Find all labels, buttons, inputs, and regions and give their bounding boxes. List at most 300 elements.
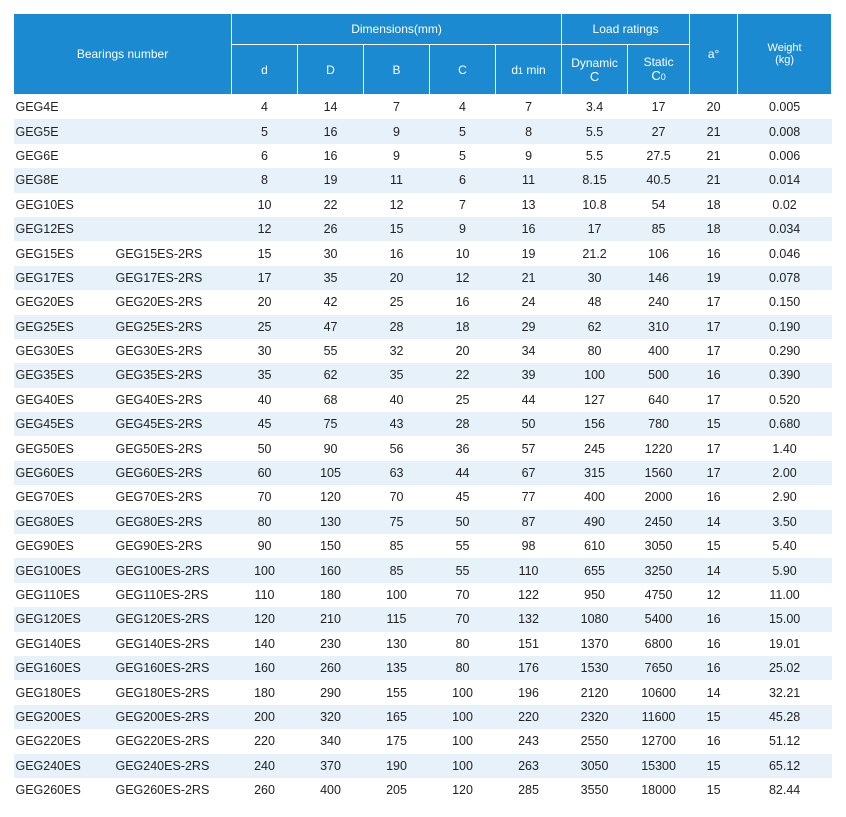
D-value: 180 <box>320 588 341 602</box>
bearing-number-2rs: GEG140ES-2RS <box>115 636 210 651</box>
alpha-value: 17 <box>690 461 738 485</box>
bearing-number-2rs: GEG200ES-2RS <box>112 705 232 729</box>
C-value: 55 <box>455 539 470 554</box>
static-load-value: 27.5 <box>646 148 671 163</box>
C-value: 22 <box>430 363 496 387</box>
static-load-value: 500 <box>628 363 690 387</box>
bearing-number: GEG4E <box>15 100 59 115</box>
d1min-value: 44 <box>521 392 536 407</box>
static-load-value: 10600 <box>641 685 676 700</box>
B-value: 100 <box>386 588 407 602</box>
D-value: 90 <box>323 441 338 456</box>
dynamic-load-value: 1080 <box>562 607 628 631</box>
dynamic-load-value: 5.5 <box>562 119 628 143</box>
bearing-number-2rs <box>112 144 232 168</box>
bearing-number: GEG100ES <box>14 558 112 582</box>
alpha-value: 17 <box>706 441 721 456</box>
table-row <box>14 241 832 265</box>
C-value: 5 <box>430 119 496 143</box>
d-value: 15 <box>257 246 272 261</box>
weight-value: 2.00 <box>738 461 832 485</box>
alpha-value: 15 <box>690 754 738 778</box>
D-value: 150 <box>320 539 341 554</box>
B-value: 16 <box>389 246 404 261</box>
weight-value: 0.006 <box>768 148 801 163</box>
d-value: 160 <box>232 656 298 680</box>
d1min-value: 98 <box>521 539 536 554</box>
d-value: 200 <box>232 705 298 729</box>
table-row <box>14 558 832 582</box>
table-row <box>14 607 832 631</box>
bearing-number-2rs: GEG110ES-2RS <box>115 588 209 602</box>
dynamic-load-value: 315 <box>562 461 628 485</box>
static-load-value: 2000 <box>644 490 673 505</box>
bearing-number-2rs: GEG160ES-2RS <box>112 656 232 680</box>
alpha-value: 17 <box>706 344 721 359</box>
dynamic-load-value: 156 <box>562 412 628 436</box>
header-alpha: a° <box>690 14 738 95</box>
static-load-value: 2450 <box>628 510 690 534</box>
d-value: 40 <box>257 392 272 407</box>
D-value: 35 <box>298 266 364 290</box>
B-value: 115 <box>364 607 430 631</box>
B-value: 165 <box>364 705 430 729</box>
alpha-value: 15 <box>690 412 738 436</box>
table-row <box>14 754 832 778</box>
weight-value: 0.150 <box>768 295 801 310</box>
dynamic-load-value: 17 <box>562 217 628 241</box>
D-value: 62 <box>298 363 364 387</box>
static-load-value: 1220 <box>644 441 673 456</box>
C-value: 50 <box>430 510 496 534</box>
alpha-value: 17 <box>706 295 721 310</box>
B-value: 32 <box>389 344 404 359</box>
dynamic-load-value: 127 <box>584 392 605 407</box>
d1min-value: 110 <box>496 558 562 582</box>
static-load-value: 85 <box>628 217 690 241</box>
weight-value: 0.008 <box>738 119 832 143</box>
static-load-value: 310 <box>628 315 690 339</box>
static-load-value: 17 <box>651 100 666 115</box>
dynamic-load-value: 30 <box>562 266 628 290</box>
bearing-number-2rs: GEG20ES-2RS <box>115 295 203 310</box>
header-static <box>628 45 690 95</box>
d-value: 260 <box>254 783 275 798</box>
header-dimensions: Dimensions(mm) <box>232 14 562 45</box>
C-value: 25 <box>455 392 470 407</box>
d-value: 25 <box>232 315 298 339</box>
dynamic-load-value: 10.8 <box>582 197 607 212</box>
dynamic-load-value: 5.5 <box>585 148 604 163</box>
d1min-value: 196 <box>518 685 539 700</box>
B-value: 56 <box>389 441 404 456</box>
table-row <box>14 315 832 339</box>
bearing-number: GEG6E <box>15 148 59 163</box>
table-row <box>14 168 832 192</box>
static-load-value: 7650 <box>628 656 690 680</box>
C-value: 18 <box>430 315 496 339</box>
bearing-number: GEG160ES <box>14 656 112 680</box>
d-value: 100 <box>232 558 298 582</box>
D-value: 400 <box>320 783 341 798</box>
D-value: 55 <box>323 344 338 359</box>
D-value: 19 <box>298 168 364 192</box>
bearing-number: GEG40ES <box>15 392 74 407</box>
d1min-value: 8 <box>496 119 562 143</box>
static-load-value: 1560 <box>628 461 690 485</box>
C-value: 100 <box>430 705 496 729</box>
header-D: D <box>298 45 364 95</box>
static-load-value: 780 <box>628 412 690 436</box>
bearing-number-2rs: GEG40ES-2RS <box>115 392 203 407</box>
alpha-value: 16 <box>706 734 721 749</box>
bearing-number: GEG180ES <box>15 685 81 700</box>
d1min-value: 9 <box>525 148 533 163</box>
d1min-value: 263 <box>496 754 562 778</box>
weight-value: 15.00 <box>738 607 832 631</box>
C-value: 70 <box>430 607 496 631</box>
static-load-value: 12700 <box>641 734 676 749</box>
table-row <box>14 193 832 217</box>
bearing-number-2rs: GEG100ES-2RS <box>112 558 232 582</box>
bearing-number: GEG260ES <box>15 783 81 798</box>
d1min-value: 151 <box>518 636 539 651</box>
table-body <box>14 95 832 803</box>
bearing-number-2rs: GEG60ES-2RS <box>112 461 232 485</box>
static-load-value: 400 <box>648 344 669 359</box>
B-value: 75 <box>364 510 430 534</box>
D-value: 120 <box>320 490 341 505</box>
table-row <box>14 363 832 387</box>
dynamic-load-value: 80 <box>587 344 602 359</box>
C-value: 7 <box>459 197 466 212</box>
alpha-value: 19 <box>690 266 738 290</box>
header-d1-subscript: 1 <box>518 65 524 76</box>
D-value: 14 <box>323 100 338 115</box>
D-value: 320 <box>298 705 364 729</box>
bearing-number-2rs: GEG25ES-2RS <box>112 315 232 339</box>
weight-value: 2.90 <box>772 490 797 505</box>
d-value: 220 <box>254 734 275 749</box>
alpha-value: 14 <box>690 558 738 582</box>
d-value: 110 <box>254 588 275 602</box>
header-weight-unit: (kg) <box>775 54 795 66</box>
dynamic-load-value: 3.4 <box>585 100 604 115</box>
bearing-number-2rs <box>112 119 232 143</box>
B-value: 205 <box>386 783 407 798</box>
weight-value: 5.90 <box>738 558 832 582</box>
dynamic-load-value: 1530 <box>562 656 628 680</box>
d-value: 120 <box>232 607 298 631</box>
table-row <box>14 583 832 607</box>
weight-value: 0.680 <box>738 412 832 436</box>
D-value: 68 <box>323 392 338 407</box>
weight-value: 0.078 <box>738 266 832 290</box>
table-row <box>14 778 832 802</box>
d-value: 60 <box>232 461 298 485</box>
C-value: 100 <box>452 734 473 749</box>
weight-value: 0.290 <box>768 344 801 359</box>
bearing-number-2rs <box>112 217 232 241</box>
bearing-number-2rs <box>112 168 232 192</box>
table-row <box>14 388 832 412</box>
bearing-spec-table <box>13 13 832 802</box>
d1min-value: 67 <box>496 461 562 485</box>
C-value: 100 <box>430 754 496 778</box>
table-row <box>14 436 832 460</box>
bearing-number: GEG5E <box>14 119 112 143</box>
d-value: 4 <box>261 100 268 115</box>
d-value: 10 <box>257 197 272 212</box>
D-value: 105 <box>298 461 364 485</box>
bearing-number: GEG90ES <box>15 539 74 554</box>
C-value: 9 <box>430 217 496 241</box>
bearing-number: GEG35ES <box>14 363 112 387</box>
d-value: 35 <box>232 363 298 387</box>
D-value: 47 <box>298 315 364 339</box>
bearing-number: GEG240ES <box>14 754 112 778</box>
weight-value: 0.190 <box>738 315 832 339</box>
d-value: 8 <box>232 168 298 192</box>
static-load-value: 3250 <box>628 558 690 582</box>
alpha-value: 18 <box>706 197 721 212</box>
static-load-value: 40.5 <box>628 168 690 192</box>
bearing-number-2rs: GEG180ES-2RS <box>115 685 210 700</box>
C-value: 80 <box>455 636 470 651</box>
d-value: 80 <box>232 510 298 534</box>
header-static-symbol <box>628 69 689 84</box>
B-value: 28 <box>364 315 430 339</box>
d-value: 20 <box>257 295 272 310</box>
static-load-value: 11600 <box>628 705 690 729</box>
weight-value: 1.40 <box>772 441 797 456</box>
D-value: 22 <box>323 197 338 212</box>
header-dynamic-label: Dynamic <box>571 55 618 70</box>
bearing-number: GEG45ES <box>14 412 112 436</box>
dynamic-load-value: 1370 <box>580 636 609 651</box>
dynamic-load-value: 610 <box>584 539 605 554</box>
d1min-value: 77 <box>521 490 536 505</box>
bearing-number-2rs <box>112 193 232 217</box>
bearing-number-2rs: GEG90ES-2RS <box>115 539 203 554</box>
static-load-value: 4750 <box>644 588 673 602</box>
bearing-number: GEG20ES <box>15 295 74 310</box>
d-value: 45 <box>232 412 298 436</box>
bearing-number: GEG200ES <box>14 705 112 729</box>
table-row <box>14 485 832 509</box>
weight-value: 0.390 <box>738 363 832 387</box>
B-value: 25 <box>389 295 404 310</box>
bearing-number: GEG80ES <box>14 510 112 534</box>
dynamic-load-value: 2120 <box>580 685 609 700</box>
C-value: 6 <box>430 168 496 192</box>
header-d: d <box>232 45 298 95</box>
C-value: 45 <box>455 490 470 505</box>
B-value: 20 <box>364 266 430 290</box>
table-row <box>14 217 832 241</box>
alpha-value: 16 <box>706 246 721 261</box>
dynamic-load-value: 8.15 <box>562 168 628 192</box>
d-value: 90 <box>257 539 272 554</box>
B-value: 85 <box>389 539 404 554</box>
d1min-value: 19 <box>521 246 536 261</box>
bearing-number-2rs: GEG80ES-2RS <box>112 510 232 534</box>
D-value: 260 <box>298 656 364 680</box>
B-value: 12 <box>389 197 404 212</box>
d1min-value: 34 <box>521 344 536 359</box>
weight-value: 82.44 <box>768 783 801 798</box>
header-d1-suffix: min <box>523 62 546 77</box>
bearing-number-2rs <box>112 95 232 120</box>
d-value: 5 <box>232 119 298 143</box>
table-row <box>14 680 832 704</box>
d-value: 30 <box>257 344 272 359</box>
table-row <box>14 95 832 120</box>
weight-value: 0.02 <box>772 197 797 212</box>
B-value: 11 <box>364 168 430 192</box>
C-value: 10 <box>455 246 470 261</box>
C-value: 20 <box>455 344 470 359</box>
weight-value: 0.034 <box>738 217 832 241</box>
bearing-number: GEG15ES <box>15 246 74 261</box>
d1min-value: 122 <box>518 588 539 602</box>
header-static-c: C <box>651 67 661 83</box>
D-value: 370 <box>298 754 364 778</box>
table-row <box>14 656 832 680</box>
B-value: 43 <box>364 412 430 436</box>
alpha-value: 16 <box>690 607 738 631</box>
alpha-value: 17 <box>706 392 721 407</box>
B-value: 175 <box>386 734 407 749</box>
bearing-number-2rs: GEG45ES-2RS <box>112 412 232 436</box>
table-row <box>14 412 832 436</box>
C-value: 120 <box>452 783 473 798</box>
alpha-value: 20 <box>706 100 721 115</box>
bearing-number: GEG8E <box>14 168 112 192</box>
weight-value: 65.12 <box>738 754 832 778</box>
weight-value: 51.12 <box>768 734 801 749</box>
weight-value: 19.01 <box>768 636 801 651</box>
bearing-number: GEG12ES <box>14 217 112 241</box>
dynamic-load-value: 400 <box>584 490 605 505</box>
C-value: 36 <box>455 441 470 456</box>
dynamic-load-value: 245 <box>584 441 605 456</box>
header-weight <box>738 14 832 95</box>
table-row <box>14 632 832 656</box>
weight-value: 0.005 <box>768 100 801 115</box>
alpha-value: 15 <box>706 539 721 554</box>
bearing-number: GEG10ES <box>15 197 74 212</box>
C-value: 28 <box>430 412 496 436</box>
B-value: 155 <box>386 685 407 700</box>
bearing-number-2rs: GEG35ES-2RS <box>112 363 232 387</box>
bearing-number-2rs: GEG220ES-2RS <box>115 734 210 749</box>
d-value: 50 <box>257 441 272 456</box>
static-load-value: 146 <box>628 266 690 290</box>
weight-value: 25.02 <box>738 656 832 680</box>
dynamic-load-value: 2320 <box>562 705 628 729</box>
dynamic-load-value: 62 <box>562 315 628 339</box>
D-value: 75 <box>298 412 364 436</box>
table-row <box>14 705 832 729</box>
d1min-value: 176 <box>496 656 562 680</box>
header-static-subscript: 0 <box>660 71 666 82</box>
static-load-value: 15300 <box>628 754 690 778</box>
D-value: 42 <box>323 295 338 310</box>
weight-value: 0.046 <box>768 246 801 261</box>
bearing-number: GEG110ES <box>15 588 80 602</box>
bearing-number-2rs: GEG240ES-2RS <box>112 754 232 778</box>
alpha-value: 15 <box>690 705 738 729</box>
d1min-value: 21 <box>496 266 562 290</box>
header-dynamic <box>562 45 628 95</box>
bearing-number-2rs: GEG15ES-2RS <box>115 246 203 261</box>
B-value: 9 <box>364 119 430 143</box>
static-load-value: 54 <box>651 197 666 212</box>
dynamic-load-value: 3050 <box>562 754 628 778</box>
static-load-value: 18000 <box>641 783 676 798</box>
B-value: 135 <box>364 656 430 680</box>
table-row <box>14 266 832 290</box>
alpha-value: 18 <box>690 217 738 241</box>
C-value: 100 <box>452 685 473 700</box>
D-value: 16 <box>298 119 364 143</box>
alpha-value: 16 <box>690 363 738 387</box>
header-dynamic-symbol: C <box>589 68 600 84</box>
B-value: 15 <box>364 217 430 241</box>
B-value: 7 <box>393 100 400 115</box>
bearing-number-2rs: GEG30ES-2RS <box>115 344 203 359</box>
D-value: 130 <box>298 510 364 534</box>
bearing-number: GEG17ES <box>14 266 112 290</box>
d1min-value: 285 <box>518 783 539 798</box>
d-value: 6 <box>261 148 268 163</box>
bearing-table-container <box>13 13 831 802</box>
C-value: 16 <box>455 295 470 310</box>
d-value: 180 <box>254 685 275 700</box>
dynamic-load-value: 655 <box>562 558 628 582</box>
d1min-value: 132 <box>496 607 562 631</box>
weight-value: 0.520 <box>768 392 801 407</box>
d1min-value: 24 <box>521 295 536 310</box>
B-value: 35 <box>364 363 430 387</box>
alpha-value: 15 <box>706 783 721 798</box>
table-row <box>14 119 832 143</box>
d-value: 70 <box>257 490 272 505</box>
weight-value: 45.28 <box>738 705 832 729</box>
table-row <box>14 290 832 314</box>
bearing-number: GEG60ES <box>14 461 112 485</box>
d-value: 12 <box>232 217 298 241</box>
alpha-value: 21 <box>690 168 738 192</box>
alpha-value: 17 <box>690 315 738 339</box>
alpha-value: 14 <box>690 510 738 534</box>
bearing-number: GEG50ES <box>15 441 74 456</box>
D-value: 340 <box>320 734 341 749</box>
B-value: 85 <box>364 558 430 582</box>
alpha-value: 14 <box>706 685 721 700</box>
bearing-number: GEG140ES <box>15 636 81 651</box>
static-load-value: 5400 <box>628 607 690 631</box>
d1min-value: 13 <box>521 197 536 212</box>
d-value: 17 <box>232 266 298 290</box>
bearing-number-2rs: GEG50ES-2RS <box>115 441 203 456</box>
bearing-number: GEG25ES <box>14 315 112 339</box>
table-row <box>14 144 832 168</box>
alpha-value: 12 <box>706 588 721 602</box>
header-static-label: Static <box>643 54 674 69</box>
table-row <box>14 534 832 558</box>
